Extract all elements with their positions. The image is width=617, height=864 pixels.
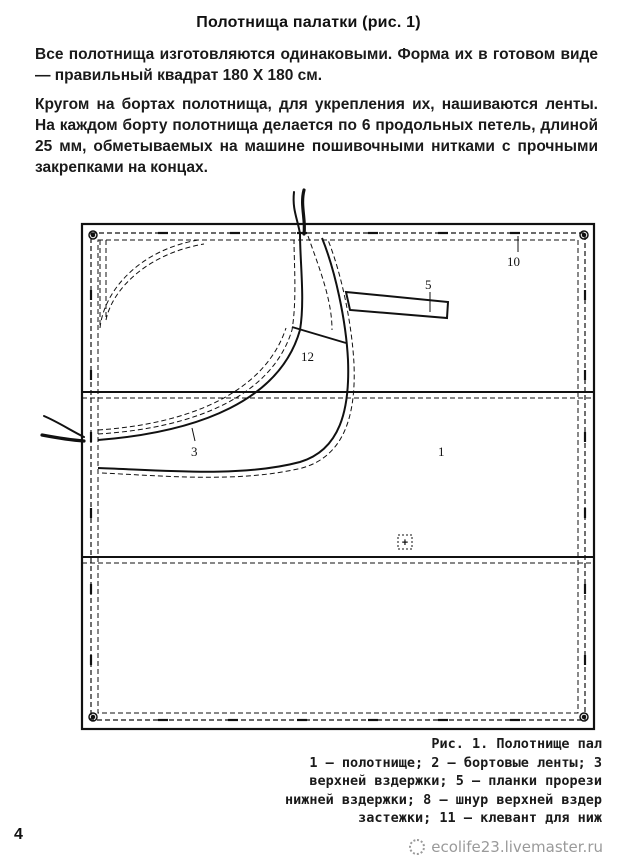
panel-outline (82, 224, 594, 729)
paragraph-2: Кругом на бортах полотнища, для укрепления их, нашиваются ленты. На каждом борту полотнища делается по 6 продольных петель, длиной 25 мм, обметываемых на машине пошивочными нитками с прочными закрепками на концах. (35, 96, 598, 176)
border-tape-outer (91, 233, 585, 720)
svg-text:+: + (401, 537, 409, 549)
corner-flap (100, 240, 204, 328)
top-drawstring-cord (294, 190, 305, 234)
caption-line: Рис. 1. Полотнище пал (431, 736, 602, 752)
button-symbol (398, 535, 412, 549)
watermark-text: ecolife23.livemaster.ru (431, 838, 603, 856)
slot-strip (346, 292, 448, 318)
label-1: 1 (438, 444, 445, 459)
label-10: 10 (507, 254, 520, 269)
caption-line: 1 — полотнище; 2 — бортовые ленты; 3 (309, 754, 602, 771)
door-flap (98, 234, 354, 477)
watermark (409, 838, 603, 856)
label-5: 5 (425, 277, 432, 292)
page-number: 4 (14, 826, 23, 843)
page-heading: Полотнища палатки (рис. 1) (196, 14, 421, 31)
watermark-logo-icon (409, 839, 425, 855)
label-3-leader (192, 428, 195, 441)
caption-line: застежки; 11 — клевант для ниж (358, 810, 602, 826)
paragraph-1: Все полотнища изготовляются одинаковыми. Форма их в готовом виде — правильный квадрат 180 X 180 см. (35, 46, 598, 84)
caption-line: нижней вздержки; 8 — шнур верхней вздер (285, 791, 602, 808)
label-3: 3 (191, 444, 198, 459)
horizontal-seams (82, 392, 594, 563)
caption-line: верхней вздержки; 5 — планки прорези (309, 773, 602, 789)
label-12: 12 (301, 349, 314, 364)
corner-grommets (89, 231, 588, 721)
left-drawstring-cord (42, 416, 84, 441)
figure-caption (222, 735, 602, 828)
